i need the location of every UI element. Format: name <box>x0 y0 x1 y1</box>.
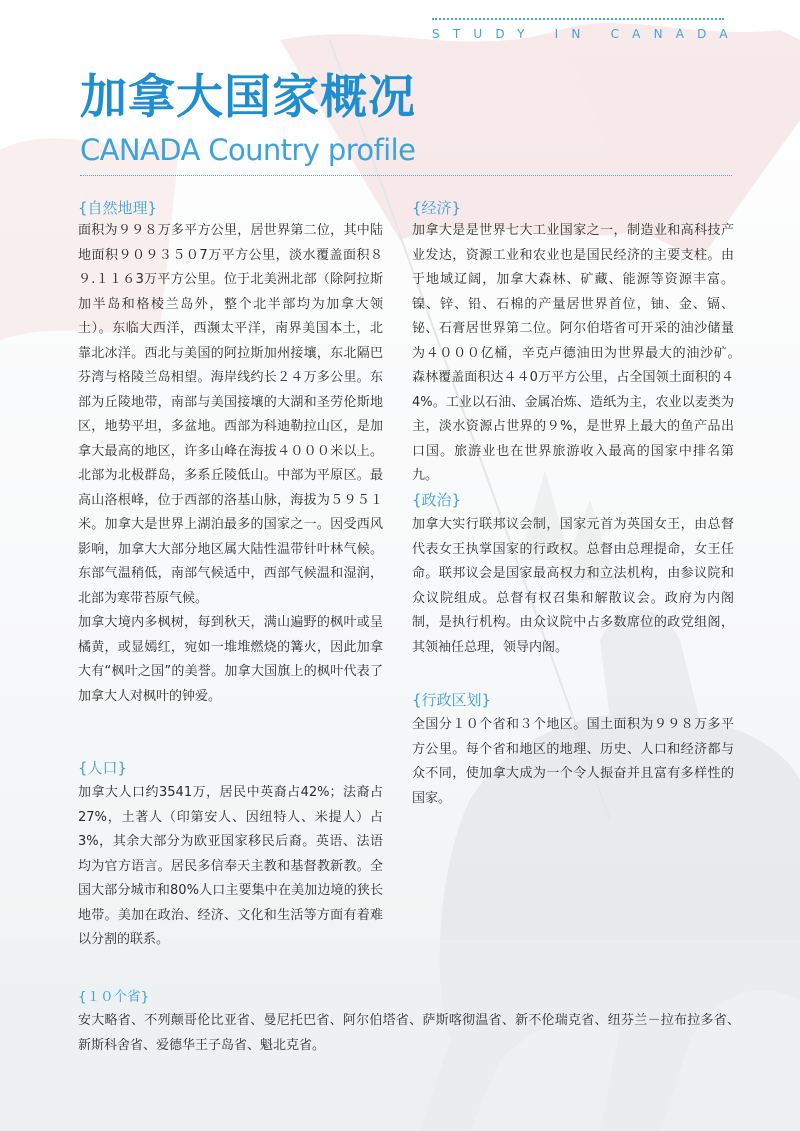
heading-geography: {自然地理} <box>78 199 158 217</box>
paragraph-administration: 全国分１０个省和３个地区。国土面积为９９８万多平方公里。每个省和地区的地理、历史、人口和经济都与众不同，使加拿大成为一个令人振奋并且富有多样性的国家。 <box>412 717 734 806</box>
heading-administration: {行政区划} <box>412 691 492 709</box>
page-subtitle: CANADA Country profile <box>80 133 416 167</box>
page-title: 加拿大国家概况 <box>80 70 416 125</box>
heading-economy: {经济} <box>412 199 462 217</box>
paragraph-geography: 面积为９９８万多平方公里，居世界第二位，其中陆地面积９０９３５０7万平方公里，淡水覆盖面积８９.１１６3万平方公里。位于北美洲北部（除阿拉斯加半岛和格棱兰岛外，整个北半部均为加拿大领土）。东临大西洋，西濒太平洋，南界美国本土，北靠北冰洋。西北与美国的阿拉斯加州接壤，东北隔巴芬湾与格陵兰岛相望。海岸线约长２４万多公里。东部为丘陵地带，南部与美国接壤的大湖和圣劳伦斯地区，地势平坦，多盆地。西部为科迪勒拉山区，是加拿大最高的地区，许多山峰在海拔４０００米以上。北部为北极群岛，多系丘陵低山。中部为平原区。最高山洛根峰，位于西部的洛基山脉，海拔为５９５１米。加拿大是世界上湖泊最多的国家之一。因受西风影响，加拿大大部分地区属大陆性温带针叶林气候。东部气温稍低，南部气候适中，西部气候温和湿润，北部为寒带苔原气候。 <box>78 223 383 606</box>
paragraph-politics: 加拿大实行联邦议会制，国家元首为英国女王，由总督代表女王执掌国家的行政权。总督由总理提命，女王任命。联邦议会是国家最高权力和立法机构，由参议院和众议院组成。总督有权召集和解散议会。政府为内阁制，是执行机构。由众议院中占多数席位的政党组阁，其领袖任总理，领导内阁。 <box>412 517 734 655</box>
paragraph-economy: 加拿大是是世界七大工业国家之一，制造业和高科技产业发达，资源工业和农业也是国民经济的主要支柱。由于地域辽阔，加拿大森林、矿藏、能源等资源丰富。镍、锌、铅、石棉的产量居世界首位，铀、金、镉、铋、石膏居世界第二位。阿尔伯塔省可开采的油沙储量为４０００亿桶，辛克卢德油田为世界最大的油沙矿。 森林覆盖面积达４４0万平方公里，占全国领土面积的４4%。工业以石油、金属冶炼、造纸为主，农业以麦类为主，淡水资源占世界的９%，是世界上最大的鱼产品出口国。旅游业也在世界旅游收入最高的国家中排名第九。 <box>412 223 748 483</box>
top-dotted-divider <box>432 18 724 20</box>
title-dotted-divider <box>80 175 732 176</box>
paragraph-provinces: 安大略省、不列颠哥伦比亚省、曼尼托巴省、阿尔伯塔省、萨斯喀彻温省、新不伦瑞克省、纽芬兰－拉布拉多省、新斯科舍省、爱德华王子岛省、魁北克省。 <box>78 1013 740 1053</box>
heading-provinces: {１０个省} <box>78 989 150 1005</box>
heading-politics: {政治} <box>412 491 462 509</box>
paragraph-maple: 加拿大境内多枫树，每到秋天，满山遍野的枫叶或呈橘黄，或显嫣红，宛如一堆堆燃烧的篝火，因此加拿大有“枫叶之国”的美誉。加拿大国旗上的枫叶代表了加拿大人对枫叶的钟爱。 <box>78 615 383 704</box>
tagline: STUDY IN CANADA <box>432 27 741 41</box>
paragraph-population: 加拿大人口约3541万，居民中英裔占42%；法裔占27%，土著人（印第安人、因纽特人、米提人）占3%，其余大部分为欧亚国家移民后裔。英语、法语均为官方语言。居民多信奉天主教和基督教新教。全国大部分城市和80%人口主要集中在美加边境的狭长地带。美加在政治、经济、文化和生活等方面有着难以分割的联系。 <box>78 785 383 947</box>
heading-population: {人口} <box>78 759 128 777</box>
